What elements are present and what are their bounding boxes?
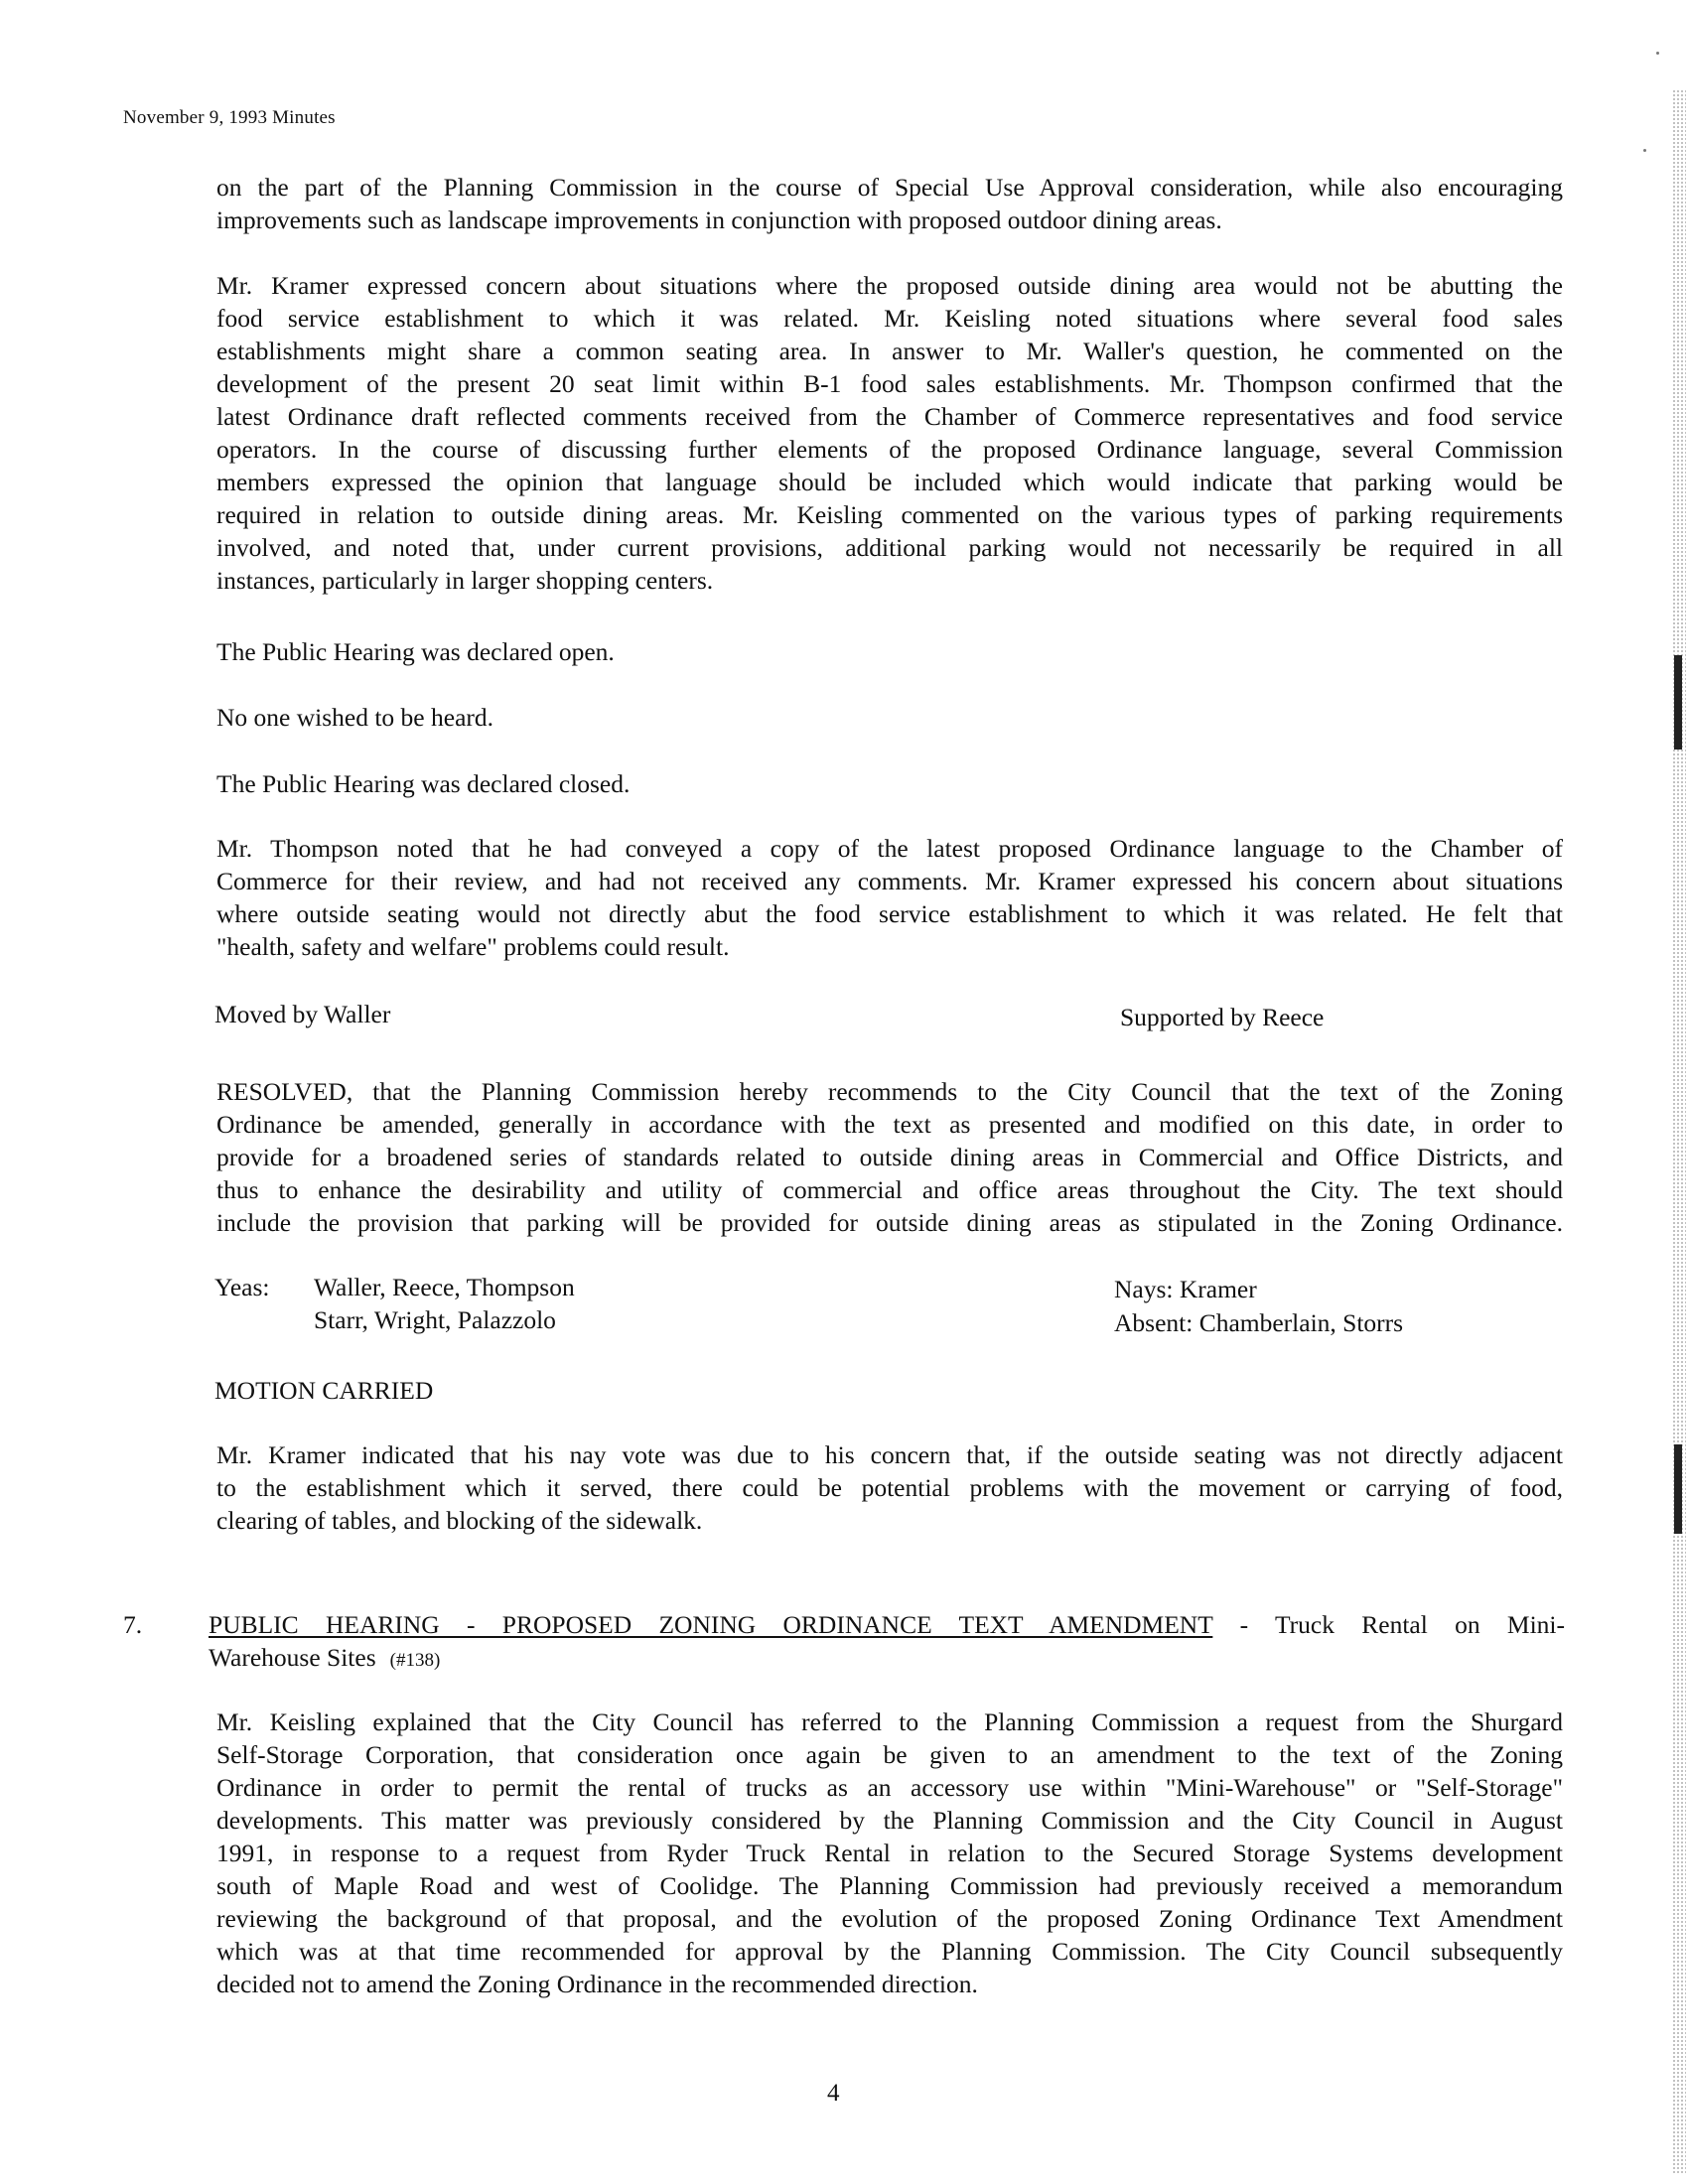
supported-by: Supported by Reece — [1120, 1003, 1325, 1031]
text-line: food service establishment to which it was related. Mr. Keisling noted situations where several food sales — [216, 304, 1563, 333]
heading-title: PUBLIC HEARING - PROPOSED ZONING ORDINANCE TEXT AMENDMENT — [209, 1610, 1213, 1639]
text-line: Ordinance in order to permit the rental of trucks as an accessory use within "Mini-Warehouse" or "Self-Storage" — [216, 1773, 1563, 1802]
text-line: south of Maple Road and west of Coolidge. The Planning Commission had previously received a memorandum — [216, 1871, 1563, 1900]
text-line: developments. This matter was previously considered by the Planning Commission and the City Council in August — [216, 1806, 1563, 1835]
text-line: improvements such as landscape improvements in conjunction with proposed outdoor dining areas. — [216, 205, 1222, 234]
text-line: where outside seating would not directly abut the food service establishment to which it was related. He felt that — [216, 899, 1563, 928]
text-line: which was at that time recommended for approval by the Planning Commission. The City Council subsequently — [216, 1937, 1563, 1966]
page-number: 4 — [827, 2080, 840, 2107]
yeas-names-line2: Starr, Wright, Palazzolo — [314, 1305, 556, 1334]
text-line: development of the present 20 seat limit within B-1 food sales establishments. Mr. Thompson confirmed that the — [216, 369, 1563, 398]
text-line: reviewing the background of that proposal, and the evolution of the proposed Zoning Ordinance Text Amendment — [216, 1904, 1563, 1933]
hearing-closed-statement: The Public Hearing was declared closed. — [216, 769, 631, 798]
text-line: instances, particularly in larger shopping centers. — [216, 566, 714, 595]
text-line: decided not to amend the Zoning Ordinance in the recommended direction. — [216, 1970, 978, 1998]
agenda-item-heading — [209, 1608, 1565, 1677]
paragraph-thompson-note — [216, 832, 1563, 963]
heading-subject: - Truck Rental on Mini- — [1212, 1610, 1565, 1639]
scan-speck — [1643, 149, 1646, 152]
text-line: operators. In the course of discussing further elements of the proposed Ordinance language, several Commission — [216, 435, 1563, 464]
text-line: Ordinance be amended, generally in accordance with the text as presented and modified on this date, in order to — [216, 1110, 1563, 1139]
item7-body-paragraph — [216, 1706, 1563, 2000]
absent: Absent: Chamberlain, Storrs — [1114, 1308, 1404, 1337]
text-line: establishments might share a common seating area. In answer to Mr. Waller's question, he commented on the — [216, 337, 1563, 365]
scan-edge-dark-mark — [1674, 1444, 1682, 1534]
text-line: Mr. Keisling explained that the City Council has referred to the Planning Commission a request from the Shurgard — [216, 1707, 1563, 1736]
scan-edge-artifact — [1672, 89, 1686, 2174]
yeas-names-line1: Waller, Reece, Thompson — [314, 1273, 575, 1301]
text-line: on the part of the Planning Commission in the course of Special Use Approval consideration, while also encouraging — [216, 173, 1563, 202]
agenda-item-number: 7. — [123, 1610, 143, 1639]
text-line: Commerce for their review, and had not received any comments. Mr. Kramer expressed his concern about situations — [216, 867, 1563, 895]
motion-result: MOTION CARRIED — [214, 1376, 434, 1405]
text-line: thus to enhance the desirability and utility of commercial and office areas throughout the City. The text should — [216, 1175, 1563, 1204]
yeas-label: Yeas: — [214, 1273, 270, 1301]
text-line: 1991, in response to a request from Ryder Truck Rental in relation to the Secured Storage Systems development — [216, 1839, 1563, 1867]
text-line: required in relation to outside dining areas. Mr. Keisling commented on the various types of parking requirements — [216, 500, 1563, 529]
text-line: include the provision that parking will be provided for outside dining areas as stipulated in the Zoning Ordinance. — [216, 1208, 1563, 1237]
text-line: members expressed the opinion that language should be included which would indicate that parking would be — [216, 468, 1563, 496]
text-line: provide for a broadened series of standards related to outside dining areas in Commercial and Office Districts, and — [216, 1143, 1563, 1171]
resolution-paragraph — [216, 1075, 1563, 1239]
paragraph-kramer-nay-reason — [216, 1438, 1563, 1537]
text-line: RESOLVED, that the Planning Commission hereby recommends to the City Council that the text of the Zoning — [216, 1077, 1563, 1106]
hearing-opened-statement: The Public Hearing was declared open. — [216, 637, 615, 666]
text-line: clearing of tables, and blocking of the sidewalk. — [216, 1506, 703, 1535]
text-line: latest Ordinance draft reflected comments received from the Chamber of Commerce representatives and food service — [216, 402, 1563, 431]
running-header: November 9, 1993 Minutes — [123, 107, 336, 128]
nays: Nays: Kramer — [1114, 1275, 1257, 1303]
scan-edge-dark-mark — [1674, 655, 1682, 750]
moved-by: Moved by Waller — [214, 1000, 391, 1028]
text-line: Mr. Thompson noted that he had conveyed a copy of the latest proposed Ordinance language to the Chamber of — [216, 834, 1563, 863]
text-line: to the establishment which it served, there could be potential problems with the movement or carrying of food, — [216, 1473, 1563, 1502]
text-line: Self-Storage Corporation, that consideration once again be given to an amendment to the text of the Zoning — [216, 1740, 1563, 1769]
case-number: (#138) — [389, 1650, 441, 1671]
paragraph-kramer-concern — [216, 269, 1563, 597]
heading-line-1 — [209, 1608, 1565, 1641]
paragraph-continuation — [216, 171, 1563, 236]
scan-speck — [1656, 52, 1659, 55]
text-line: Mr. Kramer expressed concern about situations where the proposed outside dining area would not be abutting the — [216, 271, 1563, 300]
heading-line-2 — [209, 1643, 440, 1672]
heading-subject-continued: Warehouse Sites — [209, 1643, 376, 1672]
no-one-heard-statement: No one wished to be heard. — [216, 703, 494, 732]
text-line: "health, safety and welfare" problems could result. — [216, 932, 730, 961]
text-line: involved, and noted that, under current provisions, additional parking would not necessarily be required in all — [216, 533, 1563, 562]
text-line: Mr. Kramer indicated that his nay vote was due to his concern that, if the outside seating was not directly adjacent — [216, 1440, 1563, 1469]
